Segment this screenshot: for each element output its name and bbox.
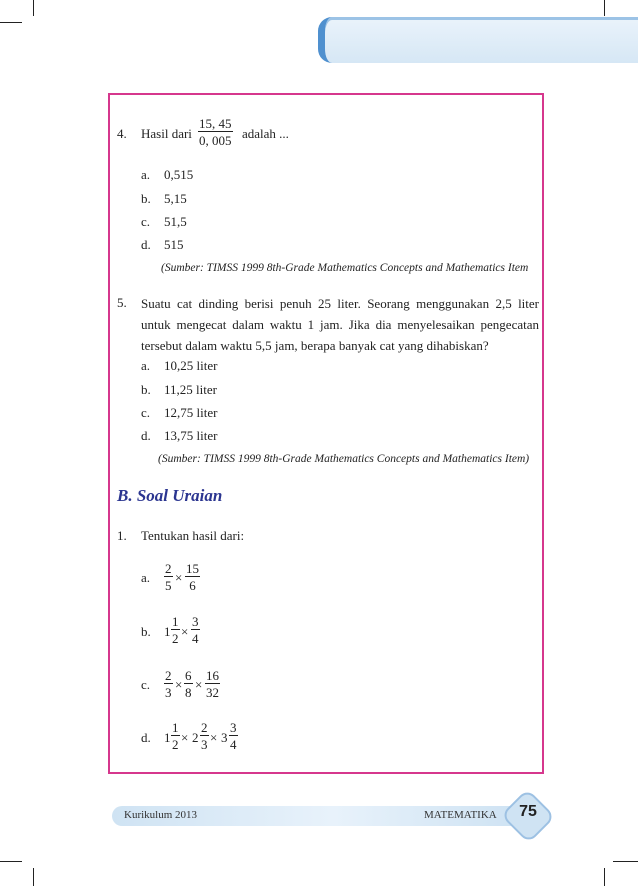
question-text: adalah ... bbox=[242, 126, 289, 141]
source-citation: (Sumber: TIMSS 1999 8th-Grade Mathematics Concepts and Mathematics Item bbox=[161, 262, 529, 274]
fraction: $\frac{3}{4}$ bbox=[192, 614, 199, 646]
crop-mark bbox=[0, 861, 22, 862]
fraction: $\frac{15, 45}{0, 005}$ bbox=[199, 116, 232, 148]
question-number: 1. bbox=[117, 528, 127, 543]
option-text: 11,25 liter bbox=[164, 382, 217, 397]
item-letter: d. bbox=[141, 730, 151, 745]
times-symbol: × bbox=[175, 570, 183, 585]
fraction: $\frac{2}{3}$ bbox=[201, 720, 208, 752]
fraction: $\frac{2}{5}$ bbox=[165, 561, 172, 593]
times-symbol: × bbox=[210, 730, 218, 745]
times-symbol: × bbox=[175, 677, 183, 692]
footer-subject: MATEMATIKA bbox=[424, 809, 497, 821]
option-letter: c. bbox=[141, 405, 151, 420]
section-title: B. Soal Uraian bbox=[117, 486, 223, 505]
option-text: 5,15 bbox=[164, 191, 187, 206]
fraction: $\frac{1}{2}$ bbox=[172, 614, 179, 646]
whole-number: 2 bbox=[192, 730, 199, 745]
times-symbol: × bbox=[181, 624, 189, 639]
option-letter: a. bbox=[141, 358, 151, 373]
item-letter: c. bbox=[141, 677, 151, 692]
option-letter: d. bbox=[141, 428, 151, 443]
question-number: 5. bbox=[117, 295, 127, 310]
option-text: 10,25 liter bbox=[164, 358, 218, 373]
option-text: 51,5 bbox=[164, 214, 187, 229]
source-citation: (Sumber: TIMSS 1999 8th-Grade Mathematics Concepts and Mathematics Item) bbox=[158, 453, 530, 465]
option-letter: c. bbox=[141, 214, 151, 229]
crop-mark bbox=[33, 868, 34, 886]
crop-mark bbox=[604, 868, 605, 886]
fraction: $\frac{1}{2}$ bbox=[172, 720, 179, 752]
question-number: 4. bbox=[117, 126, 127, 141]
option-text: 0,515 bbox=[164, 167, 194, 182]
crop-mark bbox=[0, 22, 22, 23]
crop-mark bbox=[33, 0, 34, 16]
fraction: $\frac{15}{6}$ bbox=[186, 561, 199, 593]
footer-curriculum: Kurikulum 2013 bbox=[124, 809, 198, 821]
question-text: Suatu cat dinding berisi penuh 25 liter. Seorang menggunakan 2,5 liter untuk mengecat dalam waktu 1 jam. Jika dia menyelesaikan pengecatan tersebut dalam waktu 5,5 jam, berapa banyak cat yang dihabiskan? bbox=[141, 296, 539, 353]
crop-mark bbox=[604, 0, 605, 16]
fraction: $\frac{2}{3}$ bbox=[165, 668, 172, 700]
page-number: 75 bbox=[519, 803, 537, 820]
question-text: Hasil dari bbox=[141, 126, 192, 141]
fraction: $\frac{3}{4}$ bbox=[230, 720, 237, 752]
option-text: 12,75 liter bbox=[164, 405, 218, 420]
option-letter: a. bbox=[141, 167, 151, 182]
option-letter: b. bbox=[141, 191, 151, 206]
option-text: 13,75 liter bbox=[164, 428, 218, 443]
whole-number: 1 bbox=[164, 730, 171, 745]
whole-number: 1 bbox=[164, 624, 171, 639]
option-letter: d. bbox=[141, 237, 151, 252]
option-letter: b. bbox=[141, 382, 151, 397]
fraction: $\frac{6}{8}$ bbox=[185, 668, 192, 700]
header-decoration bbox=[318, 17, 638, 63]
item-letter: a. bbox=[141, 570, 151, 585]
item-letter: b. bbox=[141, 624, 151, 639]
crop-mark bbox=[613, 861, 638, 862]
whole-number: 3 bbox=[221, 730, 228, 745]
times-symbol: × bbox=[195, 677, 203, 692]
times-symbol: × bbox=[181, 730, 189, 745]
option-text: 515 bbox=[164, 237, 184, 252]
question-text: Tentukan hasil dari: bbox=[141, 528, 245, 543]
fraction: $\frac{16}{32}$ bbox=[206, 668, 219, 700]
